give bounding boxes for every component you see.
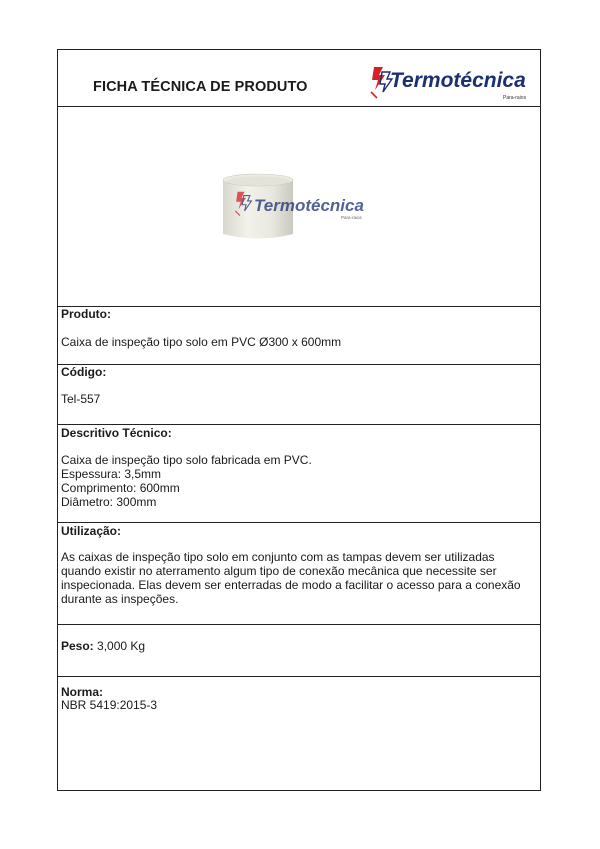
norma-label: Norma: [61, 685, 104, 699]
divider [58, 364, 540, 365]
watermark-brand-name: Termotécnica [254, 196, 364, 215]
descritivo-line: Diâmetro: 300mm [61, 495, 157, 509]
divider [58, 522, 540, 523]
lightning-logo-icon [233, 190, 253, 218]
brand-tagline: Para-raios [503, 95, 527, 101]
brand-name: Termotécnica [390, 69, 526, 92]
codigo-value: Tel-557 [61, 392, 101, 406]
utilizacao-line: inspecionada. Elas devem ser enterradas de modo a facilitar o acesso para a conexão [61, 578, 521, 592]
produto-value: Caixa de inspeção tipo solo em PVC Ø300 x 600mm [61, 335, 342, 349]
watermark-tagline: Para-raios [341, 215, 362, 220]
sheet-title: FICHA TÉCNICA DE PRODUTO [93, 79, 308, 95]
divider [58, 676, 540, 677]
norma-value: NBR 5419:2015-3 [61, 698, 158, 712]
descritivo-label: Descritivo Técnico: [61, 426, 172, 440]
brand-logo [368, 66, 538, 104]
utilizacao-line: As caixas de inspeção tipo solo em conjunto com as tampas devem ser utilizadas [61, 550, 495, 564]
watermark-logo [233, 190, 373, 222]
divider [58, 306, 540, 307]
descritivo-line: Comprimento: 600mm [61, 481, 180, 495]
divider [58, 624, 540, 625]
produto-label: Produto: [61, 307, 111, 321]
utilizacao-line: quando existir no aterramento algum tipo de conexão mecânica que necessite ser [61, 564, 497, 578]
utilizacao-label: Utilização: [61, 524, 122, 538]
peso-value: 3,000 Kg [97, 639, 146, 653]
utilizacao-line: durante as inspeções. [61, 592, 179, 606]
codigo-label: Código: [61, 365, 107, 379]
descritivo-line: Caixa de inspeção tipo solo fabricada em PVC. [61, 453, 312, 467]
divider [58, 106, 540, 107]
peso-row [61, 639, 145, 654]
descritivo-line: Espessura: 3,5mm [61, 467, 162, 481]
peso-label: Peso: [61, 639, 94, 653]
product-sheet [57, 49, 541, 791]
divider [58, 424, 540, 425]
